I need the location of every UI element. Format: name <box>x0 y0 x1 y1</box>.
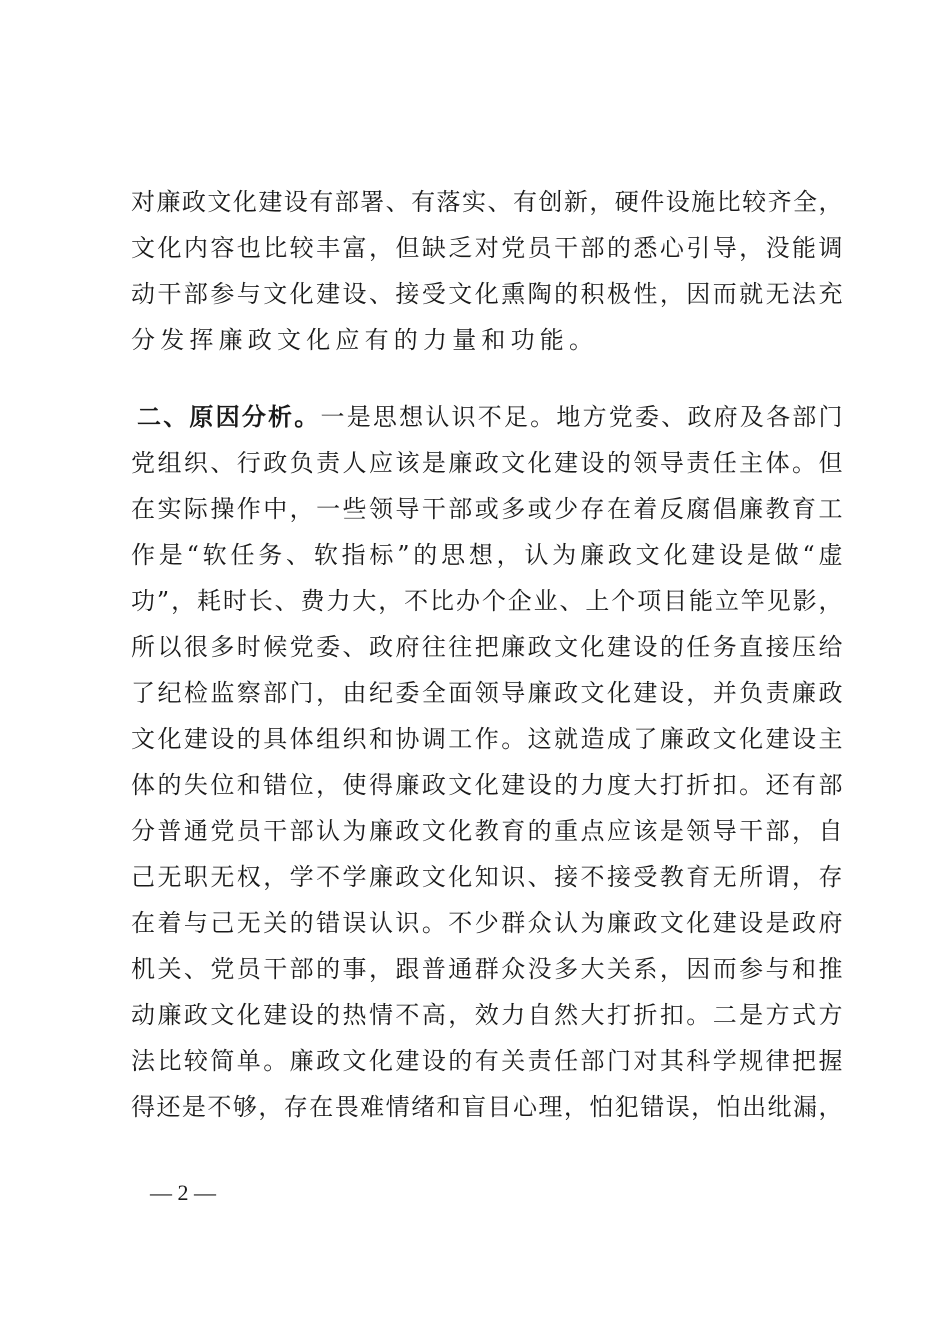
text-line: 在着与己无关的错误认识。不少群众认为廉政文化建设是政府 <box>131 909 843 937</box>
text-line: 己无职无权，学不学廉政文化知识、接不接受教育无所谓，存 <box>131 863 843 891</box>
text-line: 了纪检监察部门，由纪委全面领导廉政文化建设，并负责廉政 <box>131 679 843 707</box>
text-line: 所以很多时候党委、政府往往把廉政文化建设的任务直接压给 <box>131 633 843 661</box>
text-line: 作是“软任务、软指标”的思想，认为廉政文化建设是做“虚 <box>131 541 843 569</box>
text-line: 分发挥廉政文化应有的力量和功能。 <box>131 326 599 354</box>
section-heading: 二、原因分析。 <box>137 402 321 431</box>
section-first-line <box>137 402 843 432</box>
text-line: 党组织、行政负责人应该是廉政文化建设的领导责任主体。但 <box>131 449 843 477</box>
text-line: 体的失位和错位，使得廉政文化建设的力度大打折扣。还有部 <box>131 771 843 799</box>
text-line: 文化建设的具体组织和协调工作。这就造成了廉政文化建设主 <box>131 725 843 753</box>
text-line: 动廉政文化建设的热情不高，效力自然大打折扣。二是方式方 <box>131 1001 843 1029</box>
text-line: 动干部参与文化建设、接受文化熏陶的积极性，因而就无法充 <box>131 280 843 308</box>
text-line: 法比较简单。廉政文化建设的有关责任部门对其科学规律把握 <box>131 1047 843 1075</box>
page-number: — 2 — <box>150 1180 216 1205</box>
text-line: 得还是不够，存在畏难情绪和盲目心理，怕犯错误，怕出纰漏， <box>131 1093 843 1121</box>
text-line: 文化内容也比较丰富，但缺乏对党员干部的悉心引导，没能调 <box>131 234 843 262</box>
text-line: 机关、党员干部的事，跟普通群众没多大关系，因而参与和推 <box>131 955 843 983</box>
text-line: 在实际操作中，一些领导干部或多或少存在着反腐倡廉教育工 <box>131 495 843 523</box>
text-line: 分普通党员干部认为廉政文化教育的重点应该是领导干部，自 <box>131 817 843 845</box>
section-first-line-text: 一是思想认识不足。地方党委、政府及各部门 <box>320 403 844 431</box>
text-line: 功”，耗时长、费力大，不比办个企业、上个项目能立竿见影， <box>131 587 843 615</box>
text-line: 对廉政文化建设有部署、有落实、有创新，硬件设施比较齐全， <box>131 188 843 216</box>
